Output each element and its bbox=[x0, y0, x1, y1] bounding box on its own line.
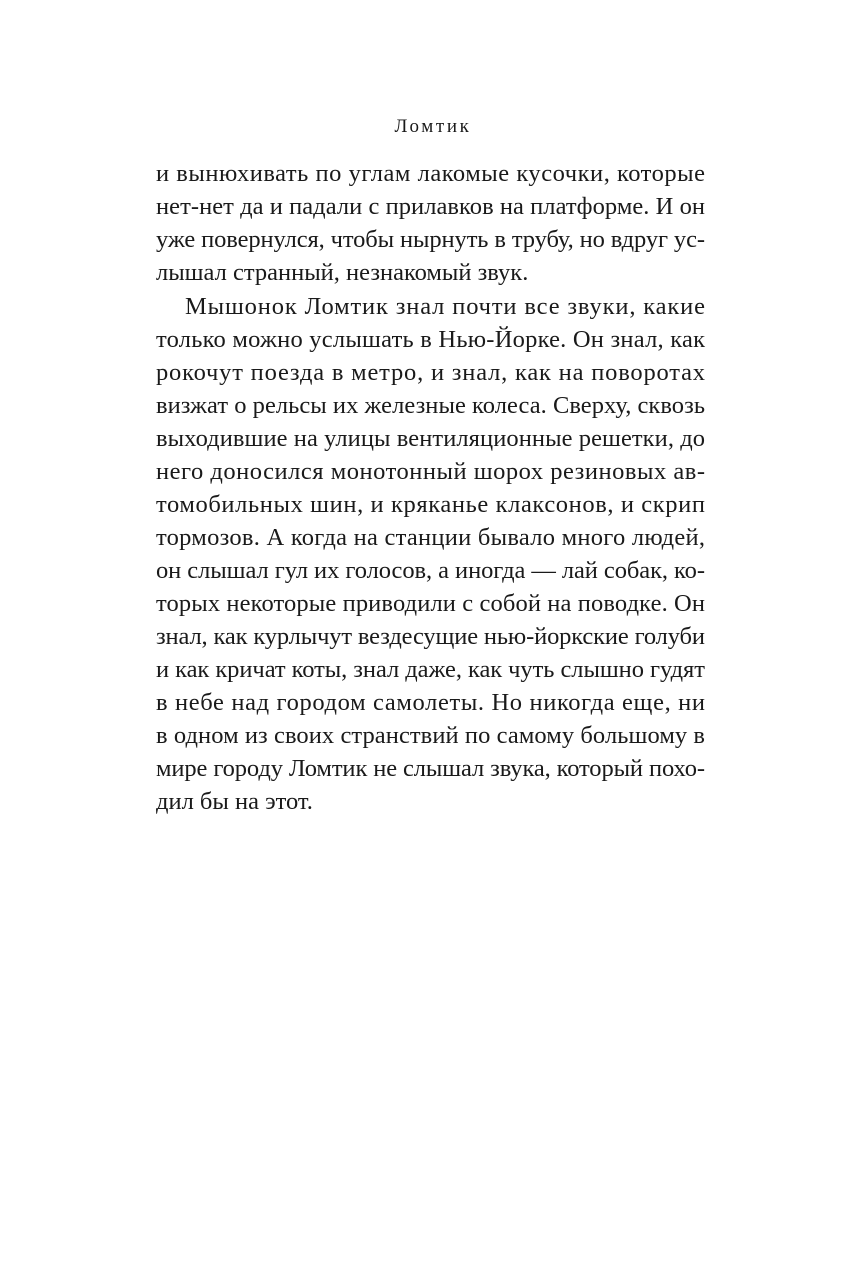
text-line: в одном из своих странствий по самому большому в bbox=[156, 722, 705, 749]
text-line: него доносился монотонный шорох резиновых ав- bbox=[156, 458, 705, 485]
running-header: Ломтик bbox=[394, 116, 472, 137]
text-line: он слышал гул их голосов, а иногда — лай собак, ко- bbox=[156, 557, 705, 584]
text-line: и как кричат коты, знал даже, как чуть слышно гудят bbox=[156, 656, 705, 683]
text-line: дил бы на этот. bbox=[156, 788, 313, 815]
text-line: лышал странный, незнакомый звук. bbox=[156, 259, 529, 286]
text-line: Мышонок Ломтик знал почти все звуки, какие bbox=[185, 293, 705, 320]
text-line: визжат о рельсы их железные колеса. Сверху, сквозь bbox=[156, 392, 705, 419]
text-line: мире городу Ломтик не слышал звука, который похо- bbox=[156, 755, 705, 782]
text-line: томобильных шин, и кряканье клаксонов, и скрип bbox=[156, 491, 705, 518]
text-line: тормозов. А когда на станции бывало много людей, bbox=[156, 524, 705, 551]
text-line: торых некоторые приводили с собой на поводке. Он bbox=[156, 590, 705, 617]
text-line: выходившие на улицы вентиляционные решетки, до bbox=[156, 425, 705, 452]
text-line: рокочут поезда в метро, и знал, как на поворотах bbox=[156, 359, 705, 386]
text-line: и вынюхивать по углам лакомые кусочки, которые bbox=[156, 160, 705, 187]
text-line: в небе над городом самолеты. Но никогда еще, ни bbox=[156, 689, 705, 716]
text-line: только можно услышать в Нью-Йорке. Он знал, как bbox=[156, 326, 705, 353]
text-line: знал, как курлычут вездесущие нью-йоркские голуби bbox=[156, 623, 705, 650]
text-line: нет-нет да и падали с прилавков на платформе. И он bbox=[156, 193, 705, 220]
text-line: уже повернулся, чтобы нырнуть в трубу, но вдруг ус- bbox=[156, 226, 705, 253]
